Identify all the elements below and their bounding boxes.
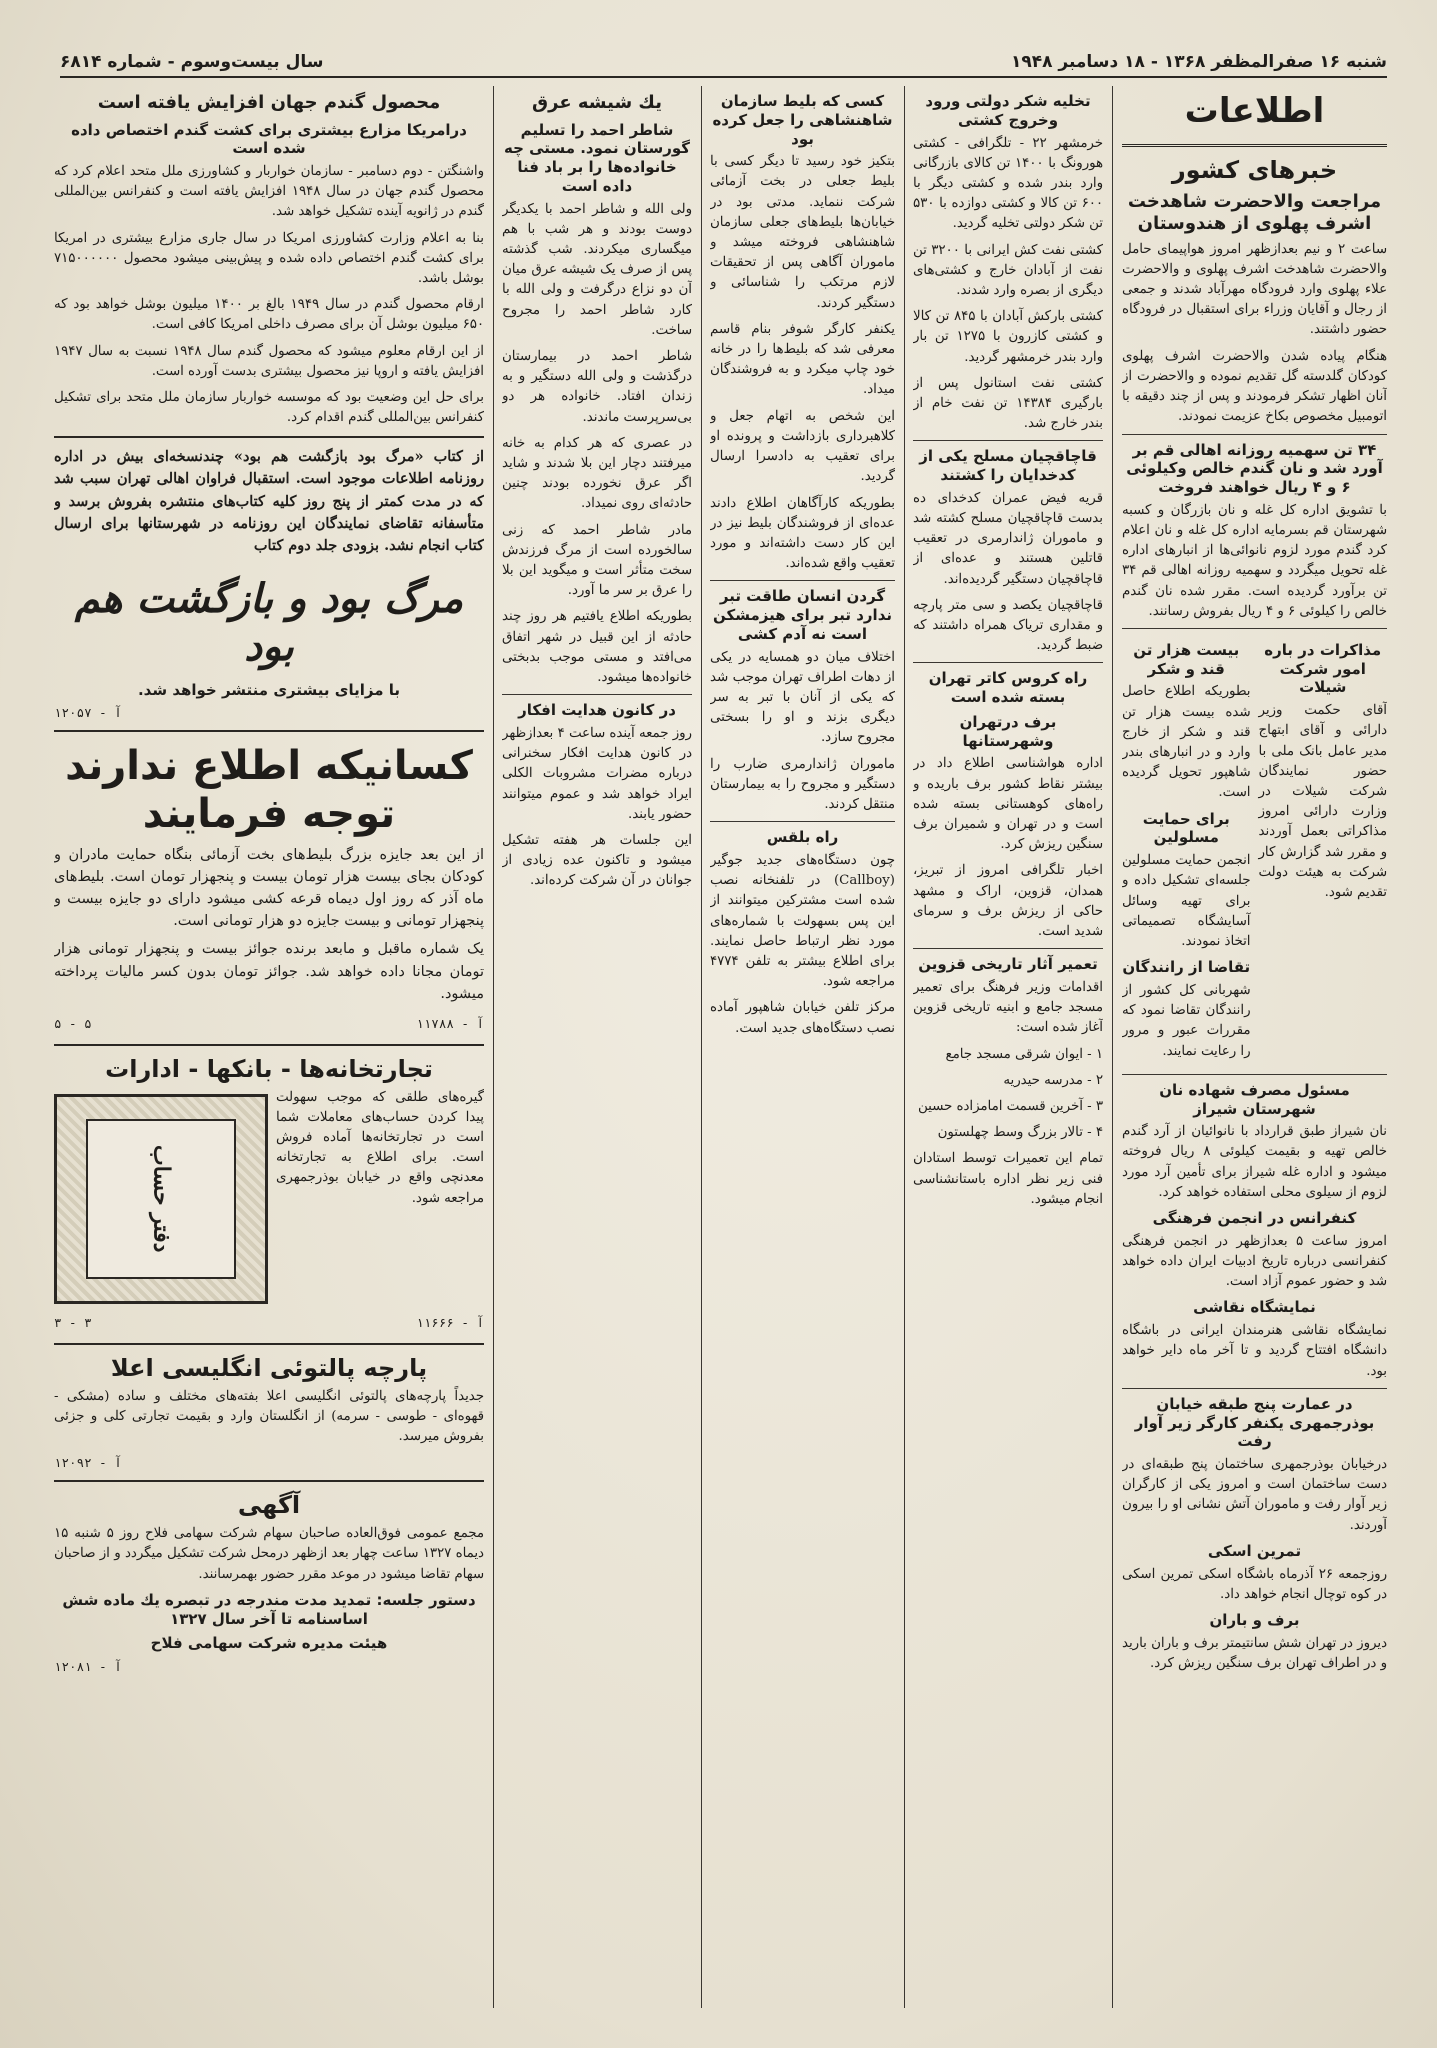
headline: کسی که بلیط سازمان شاهنشاهی را جعل کرده بود	[712, 92, 893, 148]
list-item: ۱ - ایوان شرقی مسجد جامع	[945, 1046, 1103, 1062]
paragraph: مادر شاطر احمد که زنی سالخورده است از مرگ فرزندش سخت متأثر است و میگوید این بلا را عرق بر سر ما آورد.	[502, 522, 692, 599]
paragraph: قاچاقچیان یکصد و سی متر پارچه و مقداری تریاک همراه داشتند که ضبط گردید.	[913, 597, 1103, 654]
paragraph: اداره هواشناسی اطلاع داد در بیشتر نقاط کشور برف باریده و راه‌های کوهستانی بسته شده است و در تهران و شمیران برف سنگین ریزش کرد.	[913, 756, 1103, 853]
headline: بیست هزار تن قند و شکر	[1133, 640, 1240, 678]
paragraph: امروز ساعت ۵ بعدازظهر در انجمن فرهنگی کنفرانسی درباره تاریخ ادبیات ایران داده خواهد شد و حضور عموم آزاد است.	[1122, 1233, 1387, 1290]
newspaper-logo: اطلاعات	[1122, 86, 1387, 147]
paragraph: بطوریکه اطلاع حاصل شده بیست هزار تن قند و شکر از خارج وارد و در انبارهای بندر شاهپور تحویل گردیده است.	[1122, 684, 1251, 801]
masthead-date: شنبه ۱۶ صفرالمظفر ۱۳۶۸ - ۱۸ دسامبر ۱۹۴۸	[1010, 52, 1387, 72]
subheadline: درامریکا مزارع بیشتری برای کشت گندم اختصاص داده شده است	[71, 120, 467, 158]
column-rule	[493, 86, 494, 2008]
book-note: با مزایای بیشتری منتشر خواهد شد.	[137, 680, 401, 699]
headline: قاچاقچیان مسلح یکی از کدخدایان را کشتند	[919, 447, 1097, 485]
ad-reference: ۵ - ۵	[54, 1015, 92, 1031]
agenda: دستور جلسه: تمدید مدت مندرجه در تبصره یك ماده شش اساسنامه تا آخر سال ۱۳۲۷	[62, 1590, 476, 1628]
ad-reference: آ - ۱۱۷۸۸	[416, 1015, 484, 1031]
ad-title: پارچه پالتوئی انگلیسی اعلا	[110, 1353, 428, 1382]
headline: تقاضا از رانندگان	[1122, 958, 1251, 977]
book-title-calligraphy: مرگ بود و بازگشت هم بود	[74, 574, 464, 670]
paragraph: مجمع عمومی فوق‌العاده صاحبان سهام شرکت سهامی فلاح روز ۵ شنبه ۱۵ دیماه ۱۳۲۷ ساعت چهار بعد ازظهر درمحل شرکت تشکیل میگردد و از صاحبان سهام تقاضا میشود در موعد مقرر حضور بهمرسانند.	[54, 1526, 484, 1582]
paragraph: قریه فیض عمران کدخدای ده بدست قاچاقچیان مسلح کشته شد و ماموران ژاندارمری در تعقیب قاتلین هستند و عده‌ای از قاچاقچیان دستگیر گردیده‌اند.	[913, 490, 1103, 587]
ad-reference: ۳ - ۳	[54, 1314, 92, 1330]
paragraph: از این بعد جایزه بزرگ بلیط‌های بخت آزمائی بنگاه حمایت مادران و کودکان بجای بیست هزار تومان بیست و پنجهزار تومان است. بلیط‌های ماه آذر که روز اول دیماه قرعه کشی میشود دارای دو جایزه بیست و پنجهزار تومانی و بیست جایزه دو هزار تومانی است.	[54, 847, 484, 930]
paragraph: این شخص به اتهام جعل و کلاهبرداری بازداشت و پرونده او برای تعقیب به دادسرا ارسال گردید.	[710, 408, 895, 485]
paragraph: گیره‌های طلقی که موجب سهولت پیدا کردن حساب‌های معاملات شما است در تجارتخانه‌ها آماده فروش است. برای اطلاع به تجارتخانه معدنچی واقع در خیابان بوذرجمهری مراجعه شود.	[276, 1089, 484, 1206]
paragraph: بطوریکه اطلاع یافتیم هر روز چند حادثه از این قبیل در شهر اتفاق می‌افتد و مستی موجب بدبختی خانواده‌ها میشود.	[502, 609, 692, 685]
signature: هیئت مدیره شرکت سهامی فلاح	[150, 1634, 388, 1653]
paragraph: بطوریکه کارآگاهان اطلاع دادند عده‌ای از فروشندگان بلیط نیز در این کار دست داشته‌اند و مورد تعقیب واقع شده‌اند.	[710, 495, 895, 572]
headline: محصول گندم جهان افزایش یافته است	[97, 92, 441, 113]
paragraph: مرکز تلفن خیابان شاهپور آماده نصب دستگاه‌های جدید است.	[710, 1000, 895, 1036]
headline: مسئول مصرف شهاده نان شهرستان شیراز	[1159, 1080, 1350, 1118]
list-item: ۳ - آخرین قسمت امامزاده حسین	[918, 1099, 1103, 1115]
headline: یك شیشه عرق	[532, 92, 662, 113]
paragraph: آقای حکمت وزیر دارائی و آقای ابتهاج مدیر عامل بانک ملی با حضور نمایندگان شرکت شیلات در وزارت دارائی امروز مذاکراتی بعمل آوردند و مقرر شد گزارش کار شرکت به هیئت دولت تقدیم شود.	[1258, 703, 1387, 901]
headline: مذاکرات در باره امور شرکت شیلات	[1264, 640, 1382, 697]
column-rule	[1112, 86, 1113, 2008]
paragraph: هنگام پیاده شدن والاحضرت اشرف پهلوی کودکان گلدسته گل تقدیم نموده و والاحضرت از آنان اظهار تشکر فرمودند و پس از چند دقیقه با اتومبیل مخصوص بکاخ عزیمت نمودند.	[1122, 348, 1387, 425]
column-1	[1122, 86, 1387, 2006]
column-2	[913, 86, 1103, 2006]
paragraph: بنا به اعلام وزارت کشاورزی امریکا در سال جاری مزارع بیشتری در امریکا برای کشت گندم اختصاص داده شده و پیش‌بینی میشود محصول ۷۱۵۰۰۰۰۰۰ بوشل باشد.	[54, 230, 484, 287]
masthead-issue: سال بیست‌وسوم - شماره ۶۸۱۴	[60, 52, 324, 72]
paragraph: کشتی نفت کش ایرانی با ۳۲۰۰ تن نفت از آبادان خارج و کشتی‌های دیگری از بصره وارد شدند.	[913, 242, 1103, 298]
paragraph: چون دستگاه‌های جدید جوگیر (Callboy) در تلفنخانه نصب شده است مشترکین میتوانند از این پس بسهولت با شماره‌های مورد نظر ارتباط حاصل نمایند. برای اطلاع بیشتر به تلفن ۴۷۷۴ مراجعه شود.	[710, 852, 895, 990]
notice-title: آگهی	[237, 1491, 301, 1520]
ad-reference: آ - ۱۱۶۶۶	[416, 1314, 484, 1330]
paragraph: تمام این تعمیرات توسط استادان فنی زیر نظر اداره باستانشناسی انجام میشود.	[913, 1151, 1103, 1207]
paragraph: ساعت ۲ و نیم بعدازظهر امروز هواپیمای حامل والاحضرت شاهدخت اشرف پهلوی و والاحضرت علاء پهلوی وارد فرودگاه مهرآباد شدند و جمعی از رجال و آقایان وزراء برای استقبال در فرودگاه حضور داشتند.	[1122, 241, 1387, 338]
paragraph: برای حل این وضعیت بود که موسسه خواربار سازمان ملل متحد برای تشکیل کنفرانس بین‌المللی گندم اقدام کرد.	[54, 390, 484, 426]
ad-reference: آ - ۱۲۰۹۲	[54, 1455, 122, 1471]
headline: راه کروس کاتر تهران بسته شده است	[928, 669, 1088, 707]
headline: راه بلقس	[766, 828, 839, 847]
paragraph: بتکیز خود رسید تا دیگر کسی با بلیط جعلی در بخت آزمائی شرکت ننماید. مدتی بود در خیابان‌ها بلیط‌های جعلی سازمان شاهنشاهی فروخته میشد و ماموران آگاهی پس از تحقیقات لازم مرتکب را شناسائی و دستگیر کردند.	[710, 154, 895, 311]
subheadline: شاطر احمد را تسلیم گورستان نمود. مستی چه خانواده‌ها را بر باد فنا داده است	[504, 120, 690, 195]
headline: برف و باران	[1209, 1611, 1300, 1630]
paragraph: روزجمعه ۲۶ آذرماه باشگاه اسکی تمرین اسکی در کوه توچال انجام خواهد داد.	[1122, 1566, 1387, 1602]
column-5	[54, 86, 484, 2006]
list-item: ۴ - تالار بزرگ وسط چهلستون	[937, 1125, 1103, 1141]
book-announcement: از کتاب «مرگ بود بازگشت هم بود» چندنسخه‌ای بیش در اداره روزنامه اطلاعات موجود است. استقبال فراوان اهالی تهران سبب شد که در مدت کمتر از پنج روز کلیه کتاب‌های منتشره بفروش برسد و متأسفانه تقاضای نمایندگان این روزنامه در شهرستانها برای ارسال کتاب انجام نشد. بزودی جلد دوم کتاب	[54, 448, 484, 554]
paragraph: ولی الله و شاطر احمد با یکدیگر دوست بودند و هر شب با هم میگساری میکردند. شب گذشته پس از صرف یک شیشه عرق میان آن دو نزاع درگرفت و ولی الله با کارد شاطر احمد را مجروح ساخت.	[502, 201, 692, 338]
paragraph: اخبار تلگرافی امروز از تبریز، همدان، قزوین، اراک و مشهد حاکی از ریزش برف و سرمای شدید است.	[913, 863, 1103, 940]
paragraph: جدیداً پارچه‌های پالتوئی انگلیسی اعلا بفته‌های مختلف و ساده (مشکی - قهوه‌ای - طوسی - سرمه) از انگلستان وارد و بقیمت تجارتی کلی و جزئی بفروش میرسد.	[54, 1388, 484, 1444]
paragraph: دیروز در تهران شش سانتیمتر برف و باران بارید و در اطراف تهران برف سنگین ریزش کرد.	[1122, 1635, 1387, 1671]
ad-reference: آ - ۱۲۰۵۷	[54, 705, 122, 721]
paragraph: نمایشگاه نقاشی هنرمندان ایرانی در باشگاه دانشگاه افتتاح گردید و تا آخر ماه دایر خواهد بود.	[1122, 1323, 1387, 1379]
paragraph: در عصری که هر کدام به خانه میرفتند دچار این بلا شدند و شاید اگر عرق نخورده بودند چنین حادثه‌ای روی نمیداد.	[502, 435, 692, 512]
ad-reference: آ - ۱۲۰۸۱	[54, 1659, 122, 1675]
headline: تعمیر آثار تاریخی قزوین	[918, 955, 1098, 974]
paragraph: اقدامات وزیر فرهنگ برای تعمیر مسجد جامع و ابنیه تاریخی قزوین آغاز شده است:	[913, 980, 1103, 1036]
headline-2: ۳۴ تن سهمیه روزانه اهالی قم بر آورد شد و نان گندم خالص وکیلوئی ۶ و ۴ ریال خواهند فروخت	[1126, 440, 1383, 496]
paragraph: خرمشهر ۲۲ - تلگرافی - کشتی هورونگ با ۱۴۰۰ تن کالای بازرگانی وارد بندر شده و کشتی دیگر با ۶۰۰ تن کالا و کشتی دوازده با ۵۳۰ تن شکر دولتی تخلیه گردید.	[913, 135, 1103, 232]
paragraph: انجمن حمایت مسلولین جلسه‌ای تشکیل داده و برای تهیه وسائل آسایشگاه تصمیماتی اتخاذ نمودند.	[1122, 853, 1251, 949]
headline-1: مراجعت والاحضرت شاهدخت اشرف پهلوی از هندوستان	[1127, 190, 1382, 235]
headline: برای حمایت مسلولین	[1142, 809, 1230, 847]
headline: نمایشگاه نقاشی	[1193, 1298, 1316, 1317]
headline: کنفرانس در انجمن فرهنگی	[1152, 1209, 1357, 1228]
paragraph: شهربانی کل کشور از رانندگان تقاضا نمود که مقررات عبور و مرور را رعایت نمایند.	[1122, 982, 1251, 1059]
headline: تخلیه شکر دولتی ورود وخروج کشتی	[925, 92, 1091, 129]
paragraph: از این ارقام معلوم میشود که محصول گندم سال ۱۹۴۸ نسبت به سال ۱۹۴۷ افزایش یافته و اروپا نیز محصول بیشتری بدست آورده است.	[54, 343, 484, 379]
column-3	[710, 86, 895, 2006]
ad-title: تجارتخانه‌ها - بانکها - ادارات	[105, 1054, 433, 1083]
paragraph: با تشویق اداره کل غله و نان بازرگان و کسبه شهرستان قم بسرمایه اداره کل غله و نان اعلام کرد گندم مورد لزوم نانوائی‌ها از انبارهای اداره غله تحویل میگردد و سهمیه روزانه اهالی قم ۳۴ تن برآورد گردیده است. مقرر شده نان گندم خالص را کیلوئی ۶ و ۴ ریال بفروش رسانند.	[1122, 502, 1387, 619]
paragraph: یکنفر کارگر شوفر بنام قاسم معرفی شد که بلیط‌ها را در خانه خود چاپ میکرد و به فروشندگان میداد.	[710, 321, 895, 398]
paragraph: درخیابان بوذرجمهری ساختمان پنج طبقه‌ای در دست ساختمان است و امروز یکی از کارگران زیر آوار رفت و ماموران آتش نشانی او را بیرون آوردند.	[1122, 1457, 1387, 1533]
list-item: ۲ - مدرسه حیدریه	[1003, 1072, 1103, 1088]
paragraph: شاطر احمد در بیمارستان درگذشت و ولی الله دستگیر و به زندان افتاد. خانواده هر دو بی‌سرپرست ماندند.	[502, 348, 692, 425]
paragraph: واشنگتن - دوم دسامبر - سازمان خواربار و کشاورزی ملل متحد اعلام کرد که محصول گندم جهان در سال ۱۹۴۸ افزایش یافته است و کنفرانس بین‌المللی گندم در ژانویه آینده تشکیل خواهد شد.	[54, 164, 484, 220]
column-rule	[904, 86, 905, 2008]
seal-lettering: دفتر حساب	[86, 1119, 236, 1279]
headline: در عمارت پنج طبقه خیابان بوذرجمهری یکنفر کارگر زیر آوار رفت	[1134, 1394, 1375, 1451]
paragraph: این جلسات هر هفته تشکیل میشود و تاکنون عده زیادی از جوانان در آن شرکت کرده‌اند.	[502, 832, 692, 889]
headline: گردن انسان طاقت تبر ندارد تبر برای هیزمشکن است نه آدم کشی	[712, 587, 892, 643]
paragraph: ماموران ژاندارمری ضارب را دستگیر و مجروح را به بیمارستان منتقل کردند.	[710, 756, 895, 812]
lottery-ad-title: کسانیکه اطلاع ندارند توجه فرمایند	[65, 743, 473, 838]
paragraph: ارقام محصول گندم در سال ۱۹۴۹ بالغ بر ۱۴۰۰ میلیون بوشل خواهد بود که ۶۵۰ میلیون بوشل آن برای مصرف داخلی امریکا کافی است.	[54, 297, 484, 333]
paragraph: کشتی نفت استانول پس از بارگیری ۱۴۳۸۴ تن نفت خام از بندر خارج شد.	[913, 375, 1103, 432]
paragraph: کشتی بارکش آبادان با ۸۴۵ تن کالا و کشتی کازرون با ۱۲۷۵ تن بار وارد بندر خرمشهر گردید.	[913, 309, 1103, 365]
ledger-seal-image	[54, 1094, 268, 1304]
split-news	[1122, 635, 1387, 1068]
headline: در کانون هدایت افکار	[518, 701, 676, 720]
paragraph: نان شیراز طبق قرارداد با نانوائیان از آرد گندم خالص تهیه و بقیمت کیلوئی ۸ ریال فروخته میشود و اداره غله شیراز برای تأمین آرد مورد لزوم از سیلوی محلی استفاده خواهد کرد.	[1122, 1124, 1387, 1200]
headline: تمرین اسکی	[1207, 1541, 1302, 1560]
column-rule	[701, 86, 702, 2008]
paragraph: روز جمعه آینده ساعت ۴ بعدازظهر در کانون هدایت افکار سخنرانی درباره مضرات مشروبات الکلی ایراد خواهد شد و عموم میتوانند حضور یابند.	[502, 725, 692, 822]
paragraph: یک شماره ماقبل و مابعد برنده جوائز بیست و پنجهزار تومانی هزار تومان مجانا داده خواهد شد. جوائز تومان بدون کسر مالیات پرداخته میشود.	[54, 941, 484, 1002]
column-4	[502, 86, 692, 2006]
masthead	[60, 48, 1387, 78]
paragraph: اختلاف میان دو همسایه در یکی از دهات اطراف تهران موجب شد که یکی از آنان با تبر به سر دیگری بزند و او را بسختی مجروح سازد.	[710, 649, 895, 746]
section-title: خبرهای کشور	[1171, 155, 1338, 184]
headline: برف درتهران وشهرستانها	[959, 712, 1057, 750]
